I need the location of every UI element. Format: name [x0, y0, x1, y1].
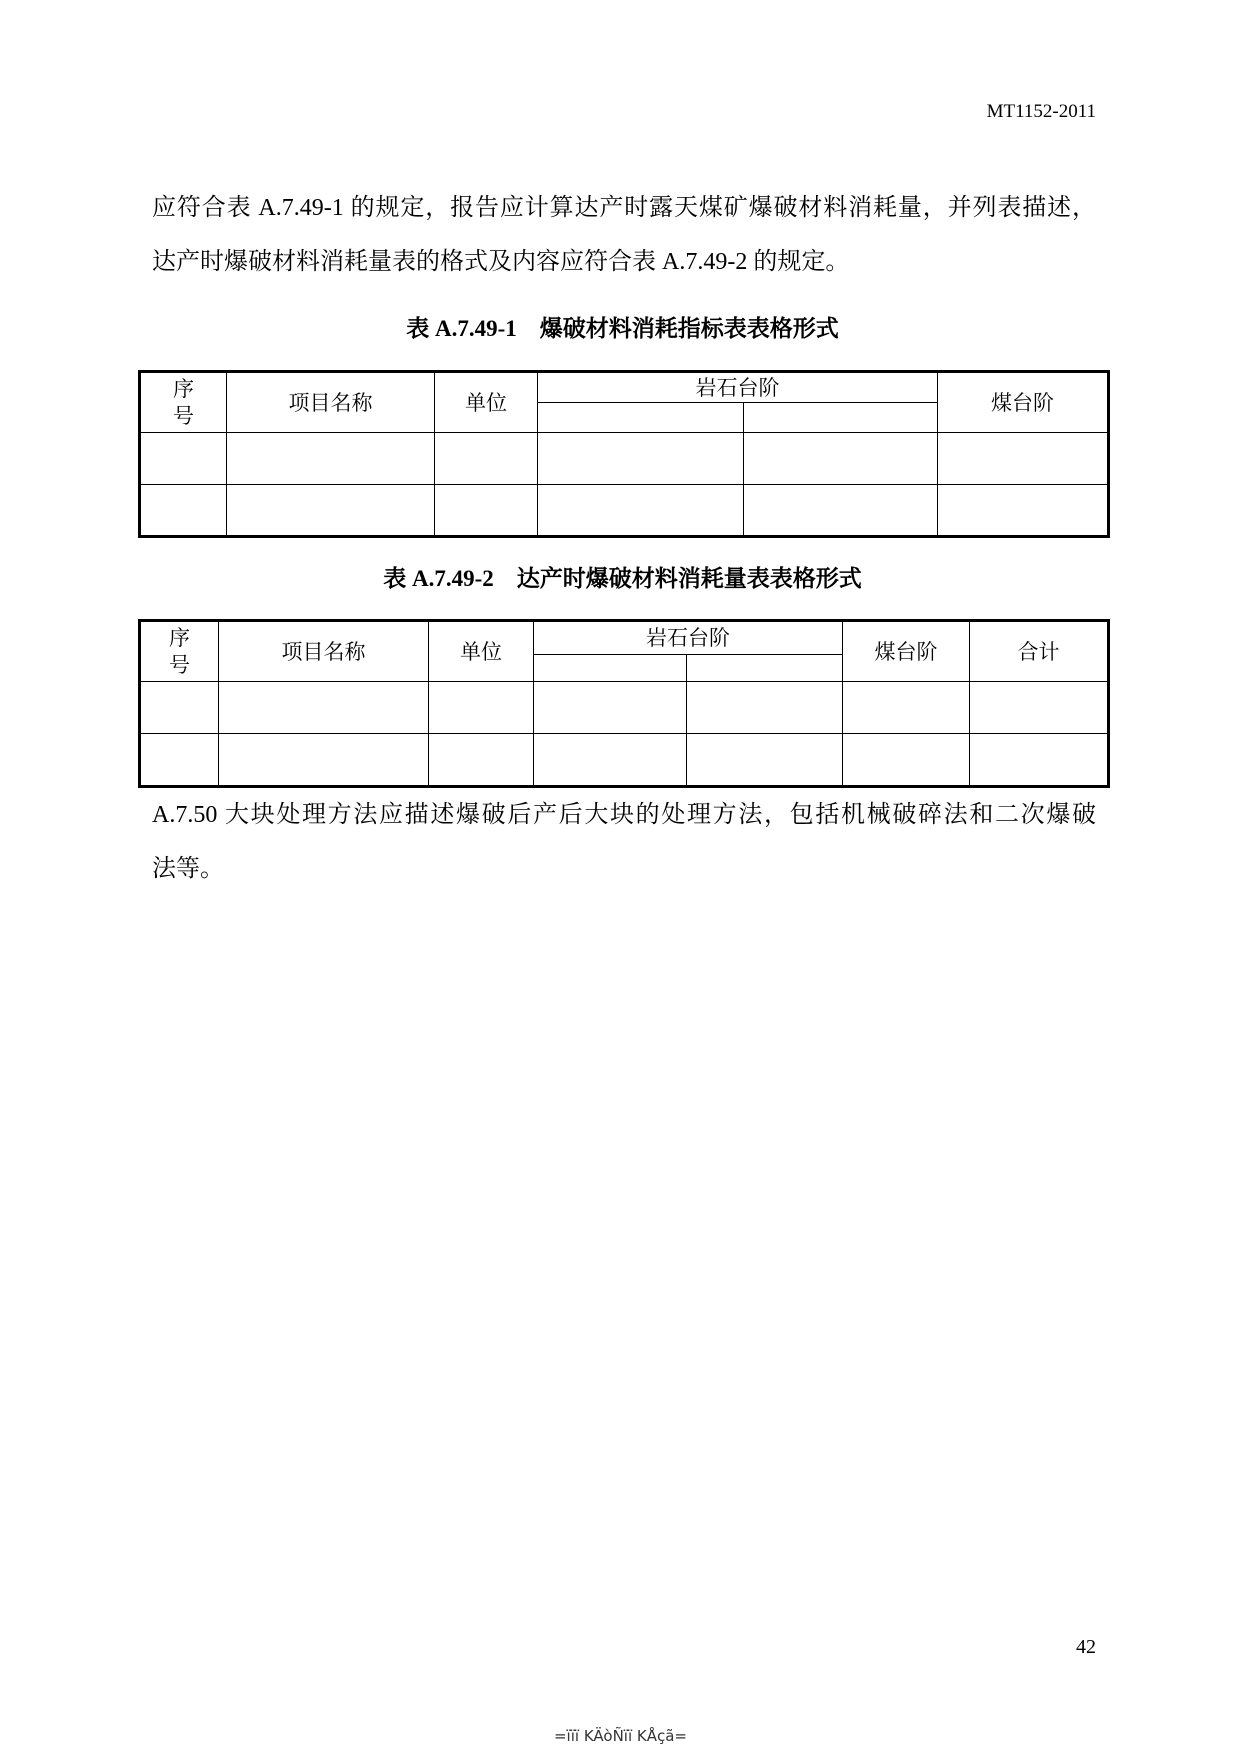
table-cell	[219, 734, 429, 787]
page-number: 42	[1076, 1636, 1096, 1658]
table-cell	[534, 734, 687, 787]
table-cell	[140, 734, 219, 787]
table2-header-row	[140, 621, 1109, 655]
table-row	[140, 485, 1109, 537]
table-cell	[843, 682, 970, 734]
table1-rock-bench-header: 岩石台阶	[538, 372, 938, 403]
table-row	[140, 433, 1109, 485]
table-cell	[970, 682, 1109, 734]
blasting-material-consumption-table	[138, 619, 1110, 788]
table-cell	[429, 682, 534, 734]
table2-seq-header-top: 序	[169, 625, 190, 650]
table2-total-header: 合计	[970, 621, 1109, 682]
table-cell	[843, 734, 970, 787]
document-code: MT1152-2011	[986, 101, 1096, 122]
footer-watermark: =ïïï KÄòÑïï KÅçã=	[553, 1727, 687, 1745]
table-cell	[435, 485, 538, 537]
table-row	[140, 734, 1109, 787]
table-cell	[538, 433, 744, 485]
table2-rock-bench-sub-cell	[534, 655, 687, 682]
table1-caption: 表 A.7.49-1 爆破材料消耗指标表表格形式	[406, 316, 839, 341]
table-cell	[970, 734, 1109, 787]
table-cell	[140, 682, 219, 734]
intro-line-2: 达产时爆破材料消耗量表的格式及内容应符合表 A.7.49-2 的规定。	[152, 249, 850, 275]
intro-line-1: 应符合表 A.7.49-1 的规定，报告应计算达产时露天煤矿爆破材料消耗量，并列表描述，	[152, 195, 1096, 221]
table-cell	[687, 734, 843, 787]
table1-seq-header	[140, 372, 227, 433]
table1-unit-header: 单位	[435, 372, 538, 433]
table1-rock-bench-sub-cell	[744, 403, 938, 433]
table-cell	[140, 485, 227, 537]
table2-rock-bench-sub-cell	[687, 655, 843, 682]
table2-seq-header	[140, 621, 219, 682]
table-cell	[938, 485, 1109, 537]
table1-header-row	[140, 372, 1109, 403]
table1-rock-bench-sub-cell	[538, 403, 744, 433]
table1-coal-bench-header: 煤台阶	[938, 372, 1109, 433]
table2-caption: 表 A.7.49-2 达产时爆破材料消耗量表表格形式	[383, 566, 862, 591]
section-a750-line-1: A.7.50 大块处理方法应描述爆破后产后大块的处理方法，包括机械破碎法和二次爆破	[152, 802, 1096, 828]
blasting-material-index-table	[138, 370, 1110, 538]
table2-rock-bench-header: 岩石台阶	[534, 621, 843, 655]
table1-item-name-header: 项目名称	[227, 372, 435, 433]
table1-seq-header-bottom: 号	[173, 403, 194, 428]
table2-item-name-header: 项目名称	[219, 621, 429, 682]
table2-unit-header: 单位	[429, 621, 534, 682]
table-row	[140, 682, 1109, 734]
table-cell	[140, 433, 227, 485]
table-cell	[534, 682, 687, 734]
table-cell	[227, 485, 435, 537]
table-cell	[429, 734, 534, 787]
table-cell	[744, 433, 938, 485]
table-cell	[744, 485, 938, 537]
table-cell	[227, 433, 435, 485]
table-cell	[435, 433, 538, 485]
table2-seq-header-bottom: 号	[169, 652, 190, 677]
table-cell	[538, 485, 744, 537]
section-a750-line-2: 法等。	[152, 856, 224, 882]
table2-coal-bench-header: 煤台阶	[843, 621, 970, 682]
table-cell	[219, 682, 429, 734]
table1-seq-header-top: 序	[173, 376, 194, 401]
table-cell	[687, 682, 843, 734]
table-cell	[938, 433, 1109, 485]
